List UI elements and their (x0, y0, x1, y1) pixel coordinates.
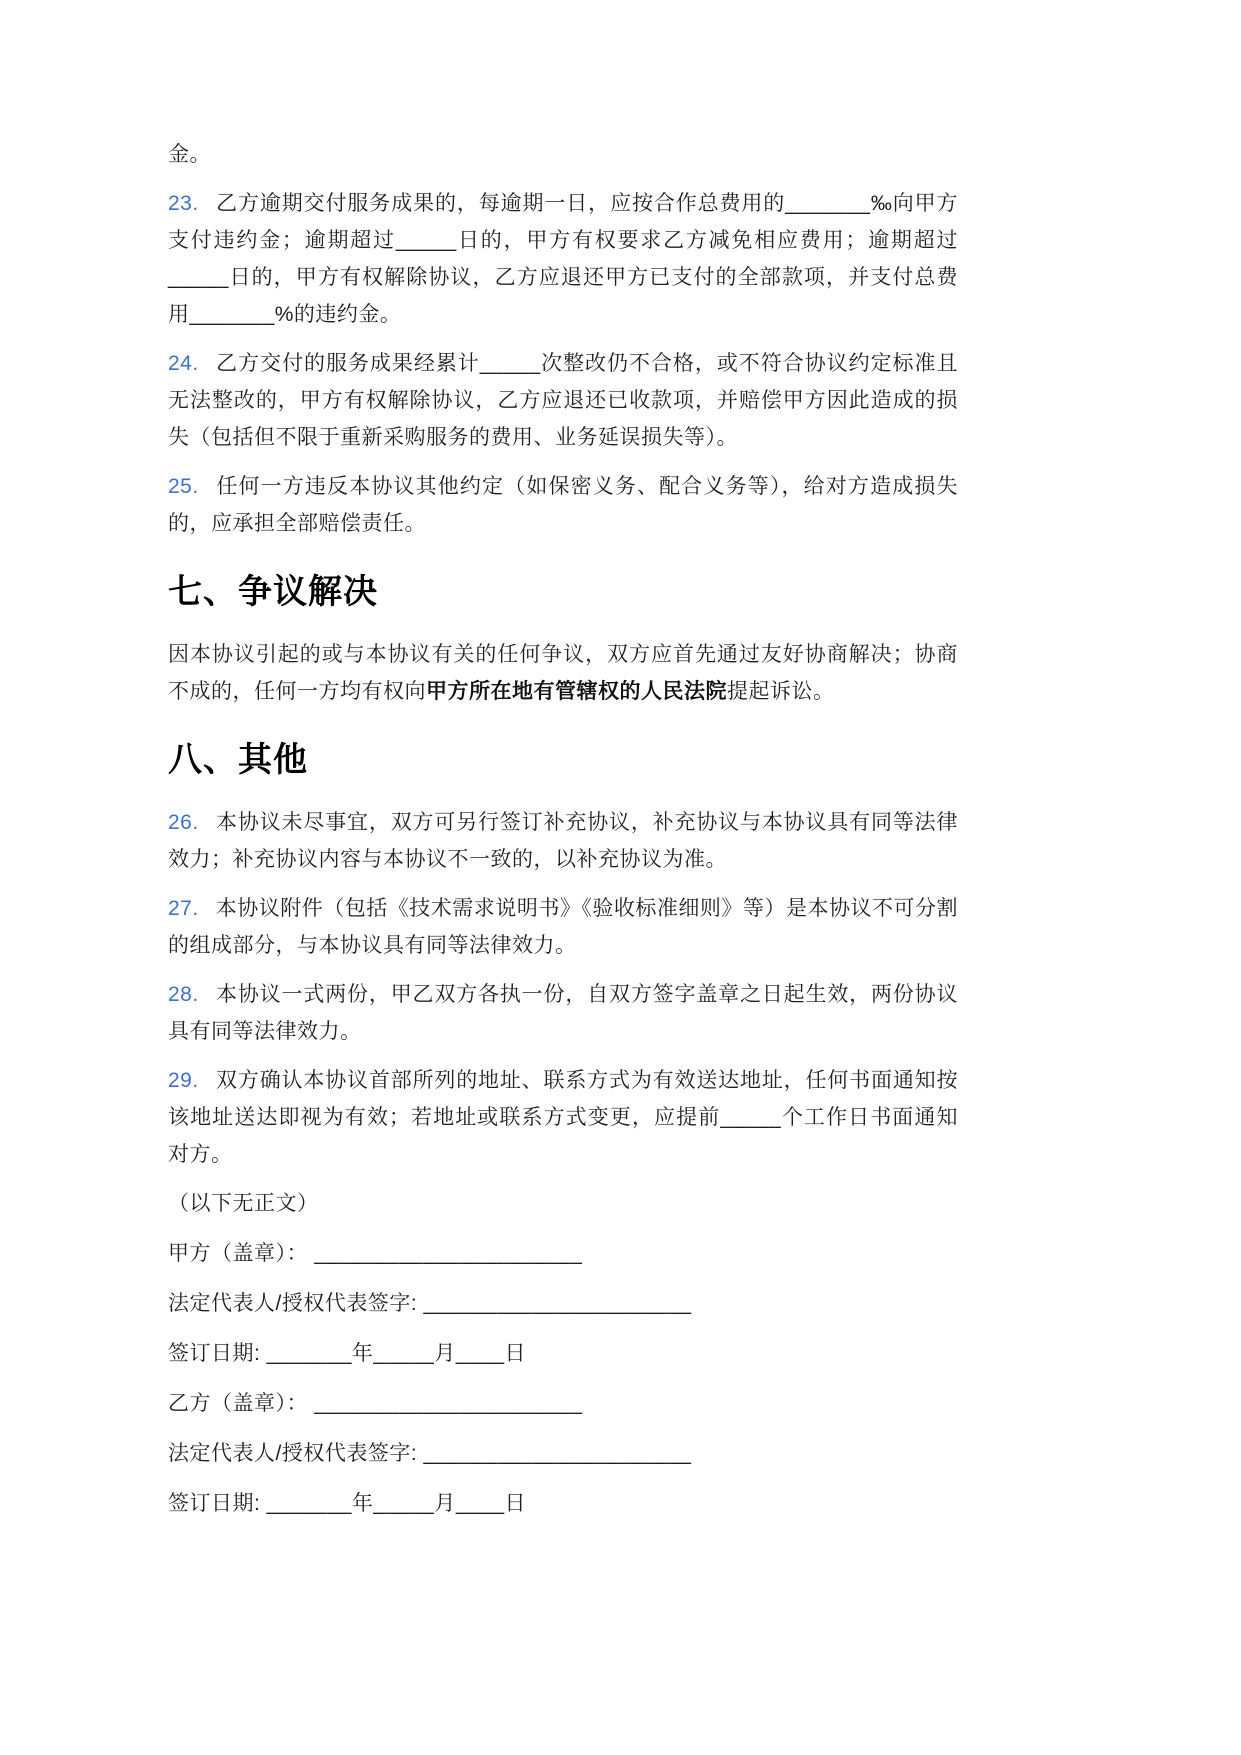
carryover-text: 金。 (168, 143, 211, 166)
clause-27 (168, 890, 958, 964)
clause-23-number: 23. (168, 192, 199, 215)
clause-24-number: 24. (168, 352, 199, 375)
clause-26-text: 本协议未尽事宜，双方可另行签订补充协议，补充协议与本协议具有同等法律效力；补充协议内容与本协议不一致的，以补充协议为准。 (168, 811, 958, 871)
clause-27-text: 本协议附件（包括《技术需求说明书》《验收标准细则》等）是本协议不可分割的组成部分，与本协议具有同等法律效力。 (168, 897, 958, 957)
clause-29-text: 双方确认本协议首部所列的地址、联系方式为有效送达地址，任何书面通知按该地址送达即视为有效；若地址或联系方式变更，应提前_____个工作日书面通知对方。 (168, 1069, 958, 1166)
clause-25-text: 任何一方违反本协议其他约定（如保密义务、配合义务等），给对方造成损失的，应承担全部赔偿责任。 (168, 475, 958, 535)
clause-28-text: 本协议一式两份，甲乙双方各执一份，自双方签字盖章之日起生效，两份协议具有同等法律效力。 (168, 983, 958, 1043)
no-body-note: （以下无正文） (168, 1192, 319, 1215)
paragraph-carryover (168, 136, 958, 173)
clause-28-number: 28. (168, 983, 199, 1006)
signature-party-b-representative: 法定代表人/授权代表签字: ______________________ (168, 1442, 692, 1465)
section-7-text-post: 提起诉讼。 (727, 680, 835, 703)
document-content (168, 136, 958, 1522)
clause-29 (168, 1062, 958, 1173)
signature-party-a-date: 签订日期: _______年_____月____日 (168, 1342, 527, 1365)
clause-24-text: 乙方交付的服务成果经累计_____次整改仍不合格，或不符合协议约定标准且无法整改的，甲方有权解除协议，乙方应退还已收款项，并赔偿甲方因此造成的损失（包括但不限于重新采购服务的费用、业务延误损失等）。 (168, 352, 958, 449)
clause-25-number: 25. (168, 475, 199, 498)
section-8-heading: 八、其他 (168, 741, 308, 779)
section-7-paragraph (168, 636, 958, 710)
signature-party-a-seal: 甲方（盖章）： ______________________ (168, 1242, 583, 1265)
clause-26-number: 26. (168, 811, 199, 834)
signature-party-b-seal: 乙方（盖章）： ______________________ (168, 1392, 583, 1415)
clause-26 (168, 804, 958, 878)
section-7-text-bold: 甲方所在地有管辖权的人民法院 (426, 680, 727, 703)
clause-23-text: 乙方逾期交付服务成果的，每逾期一日，应按合作总费用的_______‰向甲方支付违约金；逾期超过_____日的，甲方有权要求乙方减免相应费用；逾期超过_____日的，甲方有权解除协议，乙方应退还甲方已支付的全部款项，并支付总费用_______%的违约金。 (168, 192, 958, 326)
section-7-heading: 七、争议解决 (168, 573, 378, 611)
signature-party-a-representative: 法定代表人/授权代表签字: ______________________ (168, 1292, 692, 1315)
clause-25 (168, 468, 958, 542)
signature-party-b-date: 签订日期: _______年_____月____日 (168, 1492, 527, 1515)
section-7-text-pre: 因本协议引起的或与本协议有关的任何争议，双方应首先通过友好协商解决；协商不成的，任何一方均有权向 (168, 643, 958, 703)
clause-28 (168, 976, 958, 1050)
clause-27-number: 27. (168, 897, 199, 920)
clause-24 (168, 345, 958, 456)
clause-29-number: 29. (168, 1069, 199, 1092)
clause-23 (168, 185, 958, 333)
